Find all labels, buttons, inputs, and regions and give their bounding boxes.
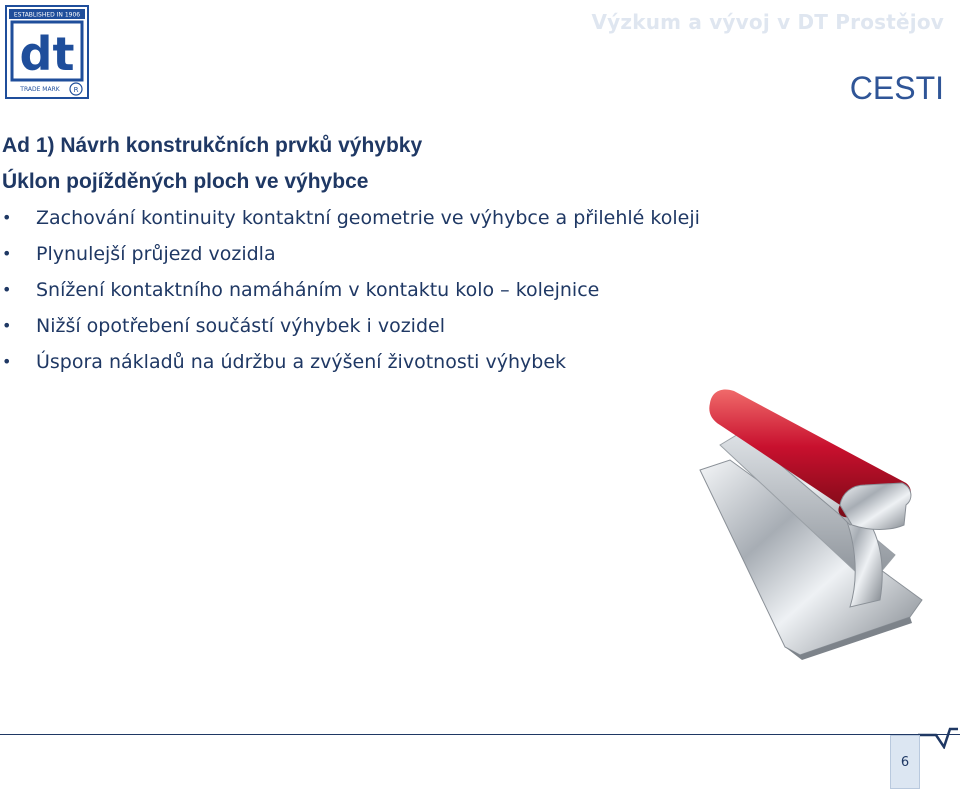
footer-divider [0, 734, 960, 735]
bullet-text: Plynulejší průjezd vozidla [36, 243, 276, 265]
bullet-item [0, 236, 900, 272]
bullet-dot-icon: • [2, 244, 12, 263]
bullet-item [0, 200, 900, 236]
logo-established: ESTABLISHED IN 1906 [13, 11, 81, 19]
footer-corner-ornament [918, 727, 958, 749]
bullet-dot-icon: • [2, 352, 12, 371]
bullet-item [0, 308, 900, 344]
bullet-text: Zachování kontinuity kontaktní geometrie ve výhybce a přilehlé koleji [36, 207, 700, 229]
section-title: CESTI [849, 70, 944, 106]
dt-logo [4, 4, 90, 100]
bullet-text: Nižší opotřebení součástí výhybek i vozidel [36, 315, 445, 337]
bullet-item [0, 272, 900, 308]
logo-letters: dt [19, 27, 75, 81]
bullet-dot-icon: • [2, 280, 12, 299]
rail-profile-illustration [690, 385, 930, 660]
heading-secondary: Úklon pojížděných ploch ve výhybce [2, 170, 369, 193]
bullet-text: Snížení kontaktního namáháním v kontaktu kolo – kolejnice [36, 279, 600, 301]
bullet-dot-icon: • [2, 208, 12, 227]
bullet-list [0, 200, 900, 380]
logo-registered: R [73, 86, 79, 94]
header-title: Výzkum a vývoj v DT Prostějov [591, 10, 944, 34]
bullet-item [0, 344, 900, 380]
page-number-box [890, 735, 920, 789]
slide-content [0, 128, 900, 380]
bullet-dot-icon: • [2, 316, 12, 335]
bullet-text: Úspora nákladů na údržbu a zvýšení životnosti výhybek [36, 351, 567, 373]
page-number: 6 [900, 755, 910, 770]
heading-primary: Ad 1) Návrh konstrukčních prvků výhybky [2, 134, 423, 157]
logo-trademark: TRADE MARK [20, 86, 60, 93]
